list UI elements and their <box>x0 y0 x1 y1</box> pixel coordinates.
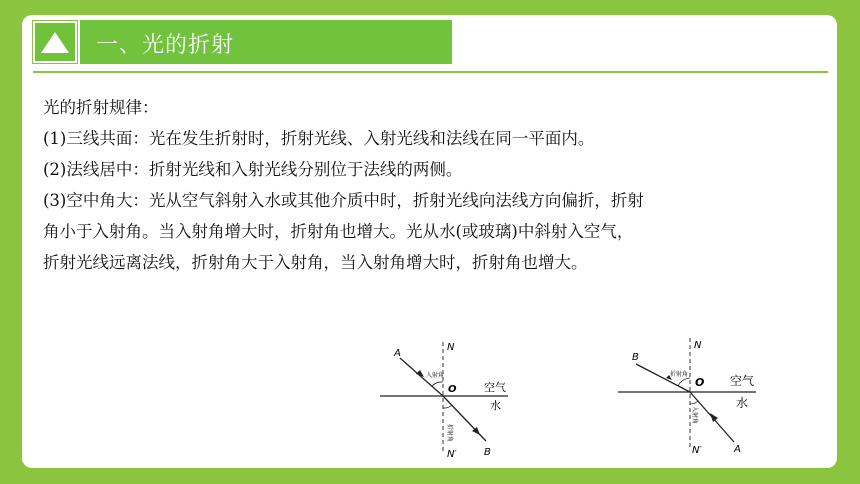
label-air: 空气 <box>484 381 506 394</box>
angle-arc <box>432 382 443 386</box>
arrow-icon <box>710 413 718 422</box>
body-text <box>43 92 833 278</box>
label-n-prime: N′ <box>447 449 457 460</box>
label-air: 空气 <box>730 374 755 388</box>
label-refraction-angle: 折射角 <box>446 424 453 443</box>
title-divider <box>33 71 828 73</box>
label-a: A <box>394 348 401 359</box>
label-incident-angle: 入射角 <box>426 372 445 379</box>
label-incident-angle: 入射角 <box>691 406 698 425</box>
label-b: B <box>632 352 639 363</box>
angle-arc <box>443 405 452 408</box>
refracted-ray <box>636 364 690 392</box>
section-marker <box>33 21 77 63</box>
label-n-prime: N′ <box>692 445 702 456</box>
refraction-diagram-water-to-air <box>616 332 766 457</box>
label-refraction-angle: 折射角 <box>670 371 689 378</box>
triangle-icon <box>35 23 75 61</box>
text-line: (3)空中角大：光从空气斜射入水或其他介质中时，折射光线向法线方向偏折，折射 <box>43 191 644 210</box>
label-o: O <box>448 384 457 395</box>
text-line: 光的折射规律： <box>43 98 159 117</box>
text-line: 角小于入射角。当入射角增大时，折射角也增大。光从水(或玻璃)中斜射入空气， <box>43 222 634 241</box>
text-line: (1)三线共面：光在发生折射时，折射光线、入射光线和法线在同一平面内。 <box>43 129 595 148</box>
label-water: 水 <box>736 396 749 410</box>
text-line: 折射光线远离法线，折射角大于入射角，当入射角增大时，折射角也增大。 <box>43 253 588 272</box>
refraction-diagram-air-to-water <box>378 336 528 461</box>
label-water: 水 <box>490 399 501 412</box>
label-n: N <box>694 340 702 351</box>
text-line: (2)法线居中：折射光线和入射光线分别位于法线的两侧。 <box>43 160 463 179</box>
angle-arc <box>678 378 690 386</box>
label-o: O <box>695 376 705 389</box>
section-title-bar <box>80 20 452 64</box>
section-title: 一、光的折射 <box>96 33 235 58</box>
angle-arc <box>690 401 698 404</box>
label-a: A <box>734 444 741 455</box>
label-n: N <box>447 342 455 353</box>
label-b: B <box>484 447 491 458</box>
